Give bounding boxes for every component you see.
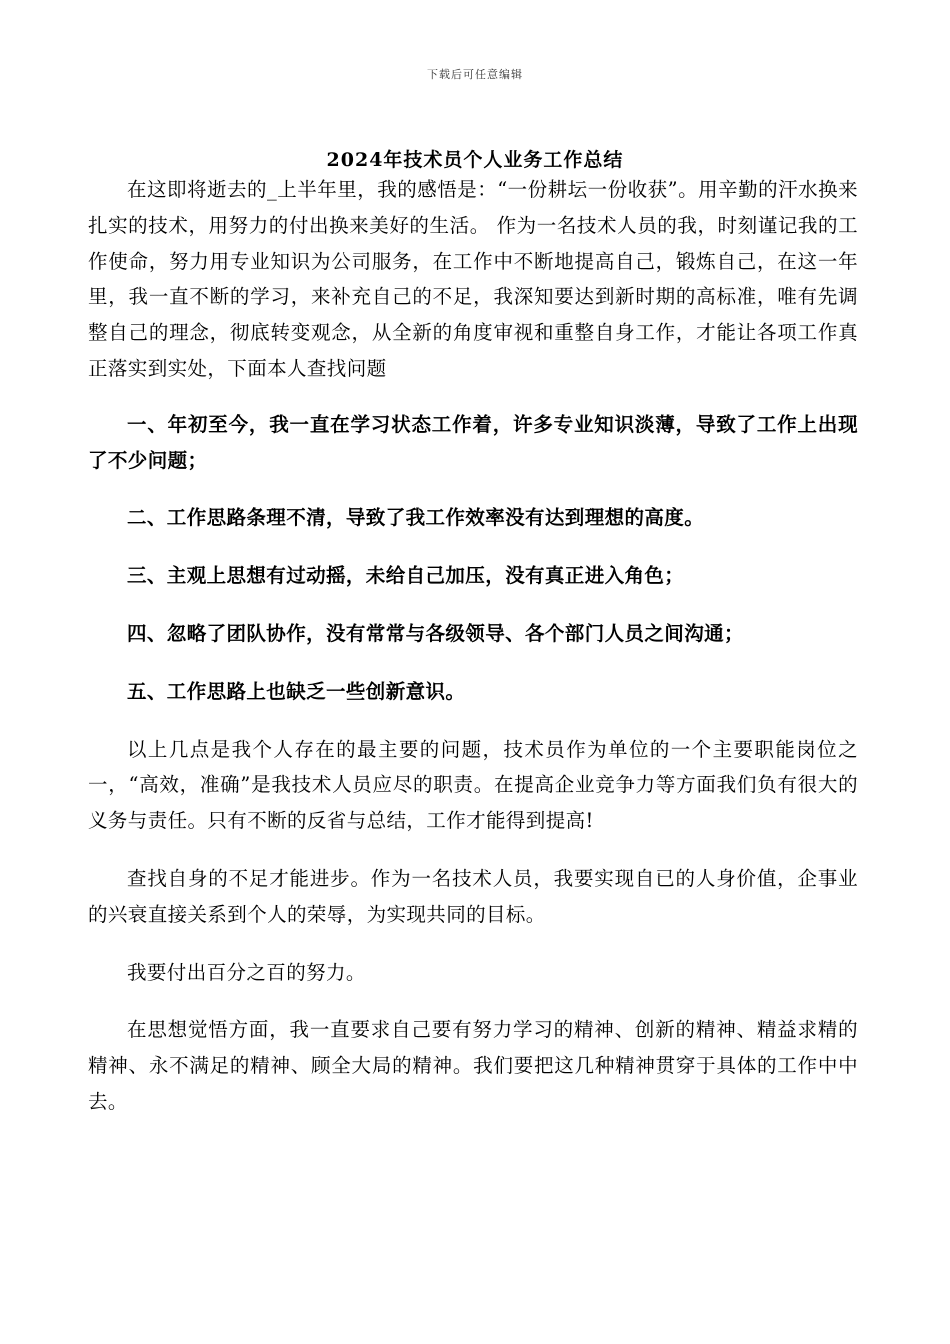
self-improvement-paragraph: 查找自身的不足才能进步。作为一名技术人员，我要实现自已的人身价值，企事业的兴衰直接关系到个人的荣辱，为实现共同的目标。 <box>88 866 858 926</box>
summary-paragraph: 以上几点是我个人存在的最主要的问题，技术员作为单位的一个主要职能岗位之一，“高效，准确”是我技术人员应尽的职责。在提高企业竞争力等方面我们负有很大的义务与责任。只有不断的反省与总结，工作才能得到提高! <box>88 737 858 833</box>
problem-item-5: 五、工作思路上也缺乏一些创新意识。 <box>127 679 466 703</box>
problem-item-1: 一、年初至今，我一直在学习状态工作着，许多专业知识淡薄，导致了工作上出现了不少问题； <box>88 412 858 472</box>
problem-item-3: 三、主观上思想有过动摇，未给自己加压，没有真正进入角色； <box>127 564 685 588</box>
problem-item-2: 二、工作思路条理不清，导致了我工作效率没有达到理想的高度。 <box>127 506 705 530</box>
problem-item-4: 四、忽略了团队协作，没有常常与各级领导、各个部门人员之间沟通； <box>127 621 744 645</box>
ideology-paragraph: 在思想觉悟方面，我一直要求自己要有努力学习的精神、创新的精神、精益求精的精神、永不满足的精神、顾全大局的精神。我们要把这几种精神贯穿于具体的工作中中去。 <box>88 1018 858 1113</box>
document-body <box>88 172 858 1120</box>
effort-paragraph: 我要付出百分之百的努力。 <box>127 960 366 984</box>
document-title: 2024年技术员个人业务工作总结 <box>326 149 624 171</box>
intro-paragraph: 在这即将逝去的_上半年里，我的感悟是：“一份耕坛一份收获”。用辛勤的汗水换来扎实的技术，用努力的付出换来美好的生活。 作为一名技术人员的我，时刻谨记我的工作使命，努力用专业知识为公司服务，在工作中不断地提高自己，锻炼自己，在这一年里，我一直不断的学习，来补充自己的不足，我深知要达到新时期的高标准，唯有先调整自己的理念，彻底转变观念，从全新的角度审视和重整自身工作，才能让各项工作真正落实到实处，下面本人查找问题 <box>88 178 858 380</box>
header-note: 下载后可任意编辑 <box>427 68 523 81</box>
